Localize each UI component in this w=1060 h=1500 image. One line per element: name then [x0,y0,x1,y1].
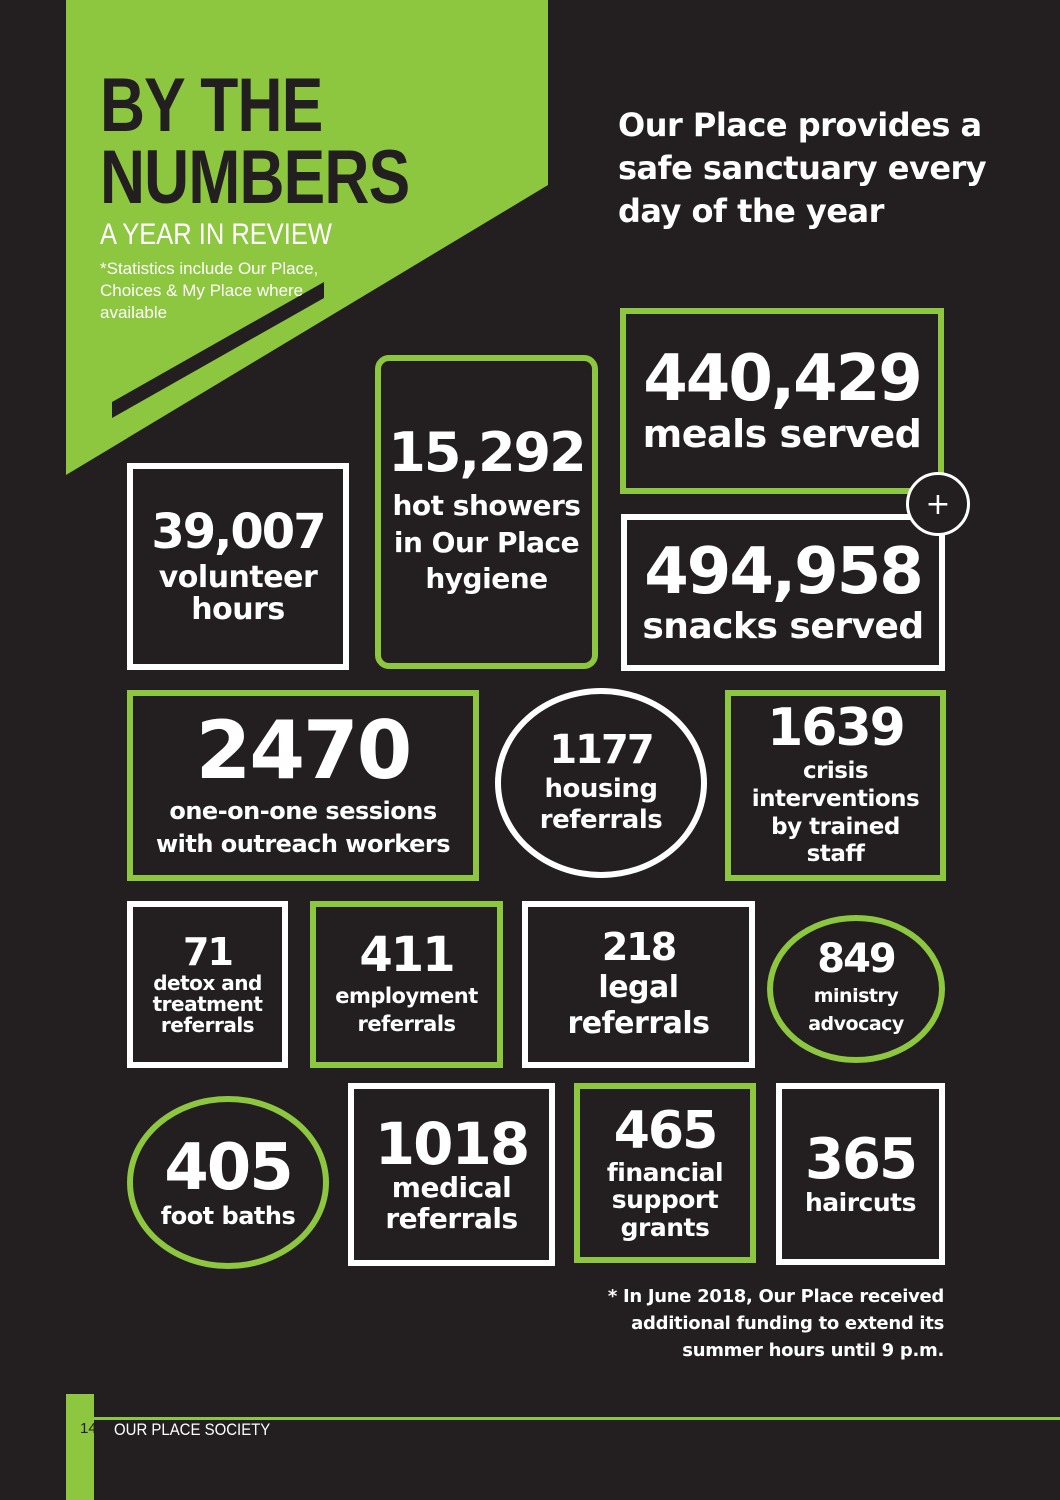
stat-value: 71 [183,930,232,974]
page-subtitle: A YEAR IN REVIEW [100,218,332,251]
stat-label: hot showers in Our Place hygiene [392,489,581,596]
stat-employment-referrals [310,901,503,1068]
page-number: 14 [80,1420,97,1437]
stat-label: employment referrals [335,984,478,1036]
stat-foot-baths [127,1096,329,1269]
stat-value: 405 [164,1130,292,1205]
stat-value: 15,292 [388,421,585,485]
stat-value: 849 [817,936,895,983]
stat-label: snacks served [642,605,924,647]
stat-hot-showers [375,355,598,669]
stat-haircuts [776,1083,945,1265]
stat-value: 440,429 [643,342,921,417]
funding-footnote: * In June 2018, Our Place received additional funding to extend its summer hours until 9 p.m. [607,1286,944,1361]
stat-value: 1018 [374,1109,529,1178]
stat-label: volunteer hours [158,560,318,627]
stat-label: legal referrals [567,969,710,1041]
stat-ministry-advocacy [767,915,945,1063]
stat-label: foot baths [160,1201,296,1230]
stat-value: 218 [601,924,676,969]
stat-label: detox and treatment referrals [152,971,263,1037]
stat-label: financial support grants [606,1157,724,1242]
stat-value: 39,007 [151,504,325,560]
stat-medical-referrals [348,1083,555,1266]
stat-value: 1177 [549,726,653,773]
stat-legal-referrals [522,901,755,1068]
stat-label: one-on-one sessions with outreach workers [155,797,451,858]
stat-value: 411 [359,927,454,984]
stat-volunteer-hours [127,463,349,670]
statistics-note: *Statistics include Our Place, Choices & My Place where available [100,259,319,322]
stat-snacks-served [621,514,945,671]
stat-label: housing referrals [539,773,663,835]
stat-label: meals served [642,412,922,457]
stat-label: crisis interventions by trained staff [751,758,920,868]
stat-crisis-interventions [725,690,946,881]
page-title-line1: BY THE [100,63,323,148]
stat-financial-grants [574,1083,756,1263]
publication-name: OUR PLACE SOCIETY [114,1420,271,1439]
stat-label: haircuts [804,1187,916,1217]
stat-value: 465 [613,1100,717,1161]
stat-meals-served [620,308,944,494]
stat-label: medical referrals [385,1170,518,1235]
page-title-line2: NUMBERS [100,135,410,220]
stat-housing-referrals [495,688,707,878]
stat-value: 365 [805,1126,916,1192]
stat-detox-referrals [127,901,288,1068]
plus-icon: + [906,472,970,536]
stat-outreach-sessions [127,690,479,881]
stat-value: 494,958 [644,534,922,609]
stat-label: ministry advocacy [808,985,904,1035]
stat-value: 2470 [195,704,411,798]
stat-value: 1639 [767,698,904,759]
tagline: Our Place provides a safe sanctuary every day of the year [618,106,987,230]
footer-accent-bar [66,1394,94,1500]
